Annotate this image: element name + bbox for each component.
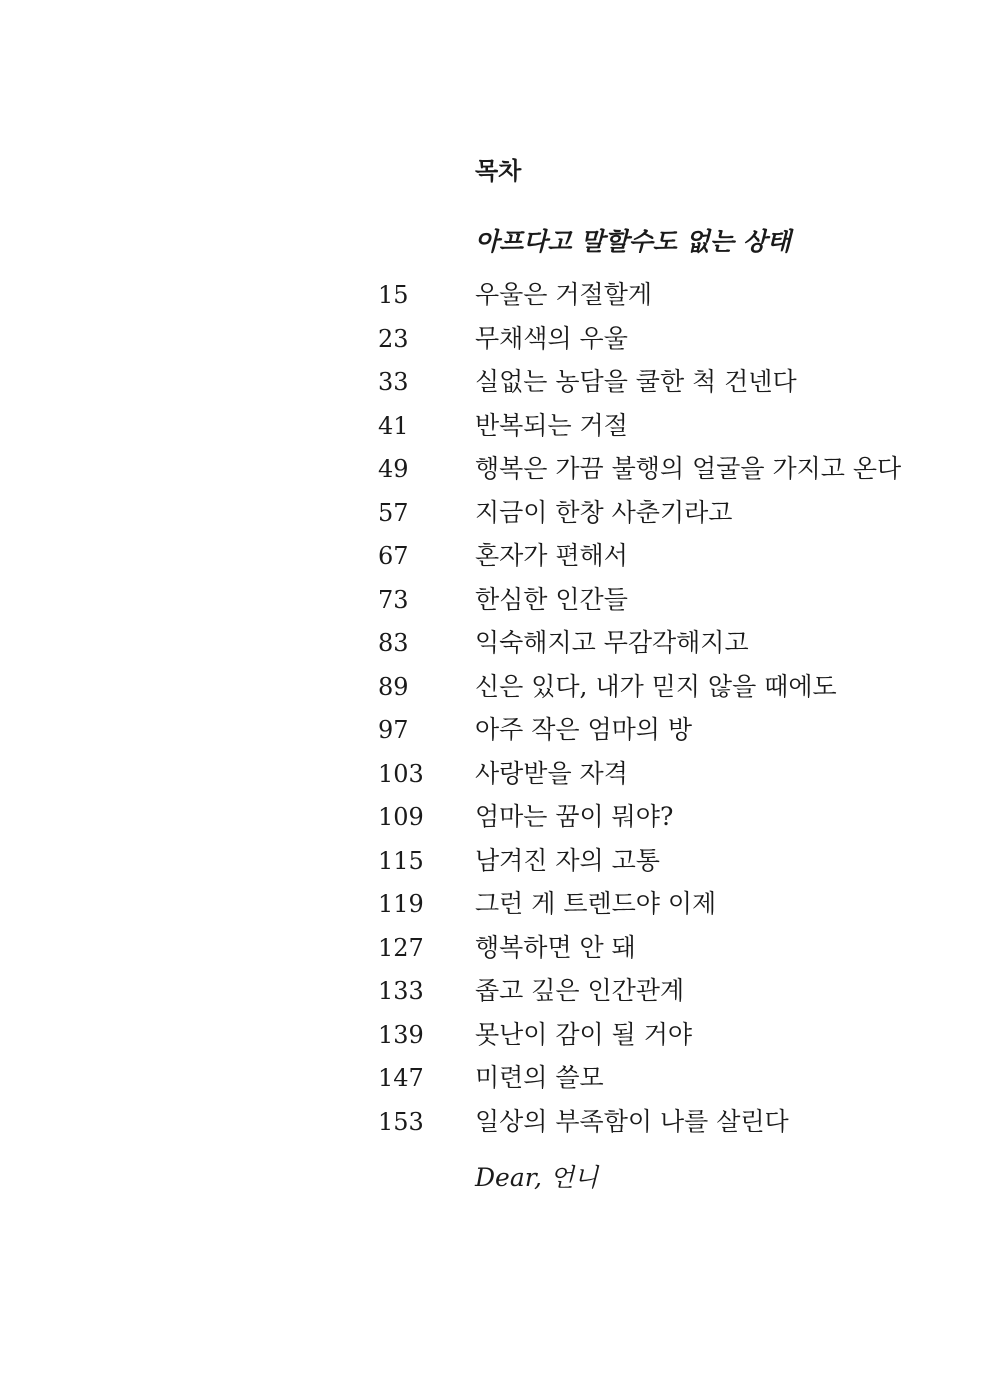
toc-page-number: 153 (378, 1107, 424, 1136)
toc-entry (0, 669, 985, 713)
toc-page-number: 133 (378, 977, 424, 1005)
closing-section-title: Dear, 언니 (475, 1163, 599, 1192)
toc-chapter-title: 신은 있다, 내가 믿지 않을 때에도 (475, 671, 837, 701)
toc-chapter-title: 남겨진 자의 고통 (475, 845, 660, 875)
toc-chapter-title: 못난이 감이 될 거야 (475, 1019, 693, 1049)
toc-page-number: 109 (378, 803, 424, 831)
toc-page-number: 83 (378, 629, 409, 657)
toc-chapter-title: 좁고 깊은 인간관계 (475, 976, 685, 1005)
toc-page-number: 49 (378, 455, 409, 483)
toc-entry (0, 408, 985, 452)
toc-page-number: 89 (378, 672, 409, 701)
toc-chapter-title: 미련의 쓸모 (475, 1063, 604, 1092)
toc-entry (0, 364, 985, 408)
section-heading: 아프다고 말할수도 없는 상태 (475, 227, 791, 256)
toc-entry (0, 886, 985, 930)
toc-entry (0, 843, 985, 887)
toc-chapter-title: 혼자가 편해서 (475, 541, 628, 570)
toc-page-number: 23 (378, 324, 409, 353)
toc-chapter-title: 반복되는 거절 (475, 410, 628, 440)
toc-entry (0, 1060, 985, 1104)
toc-page-number: 41 (378, 411, 409, 440)
toc-entry (0, 973, 985, 1017)
toc-chapter-title: 아주 작은 엄마의 방 (475, 715, 693, 744)
toc-page-number: 73 (378, 585, 409, 614)
toc-chapter-title: 일상의 부족함이 나를 살린다 (475, 1106, 789, 1136)
toc-chapter-title: 실없는 농담을 쿨한 척 건넨다 (475, 367, 797, 396)
toc-chapter-title: 한심한 인간들 (475, 584, 628, 614)
toc-chapter-title: 행복하면 안 돼 (475, 932, 636, 962)
toc-entry (0, 538, 985, 582)
toc-entry (0, 930, 985, 974)
toc-entry (0, 277, 985, 321)
toc-chapter-title: 우울은 거절할게 (475, 280, 652, 309)
toc-entry (0, 712, 985, 756)
toc-page-number: 15 (378, 281, 409, 309)
toc-list (0, 277, 985, 1147)
toc-entry (0, 582, 985, 626)
toc-entry (0, 321, 985, 365)
toc-chapter-title: 익숙해지고 무감각해지고 (475, 628, 749, 657)
toc-chapter-title: 그런 게 트렌드야 이제 (475, 889, 717, 918)
toc-entry (0, 495, 985, 539)
toc-page-number: 139 (378, 1020, 424, 1049)
toc-entry (0, 799, 985, 843)
toc-chapter-title: 지금이 한창 사춘기라고 (475, 497, 733, 527)
toc-chapter-title: 무채색의 우울 (475, 323, 628, 353)
toc-page-number: 57 (378, 498, 409, 527)
toc-page-number: 33 (378, 368, 409, 396)
toc-entry (0, 1017, 985, 1061)
toc-chapter-title: 사랑받을 자격 (475, 758, 628, 788)
toc-page-number: 103 (378, 759, 424, 788)
toc-page-number: 97 (378, 716, 409, 744)
toc-chapter-title: 행복은 가끔 불행의 얼굴을 가지고 온다 (475, 454, 902, 483)
toc-entry (0, 1104, 985, 1148)
toc-entry (0, 625, 985, 669)
toc-entry (0, 451, 985, 495)
toc-page-number: 119 (378, 890, 424, 918)
toc-page-number: 115 (378, 846, 424, 875)
toc-entry (0, 756, 985, 800)
toc-chapter-title: 엄마는 꿈이 뭐야? (475, 802, 674, 831)
toc-page-number: 147 (378, 1064, 424, 1092)
page-title: 목차 (475, 156, 522, 185)
toc-page-number: 127 (378, 933, 424, 962)
toc-page-number: 67 (378, 542, 409, 570)
